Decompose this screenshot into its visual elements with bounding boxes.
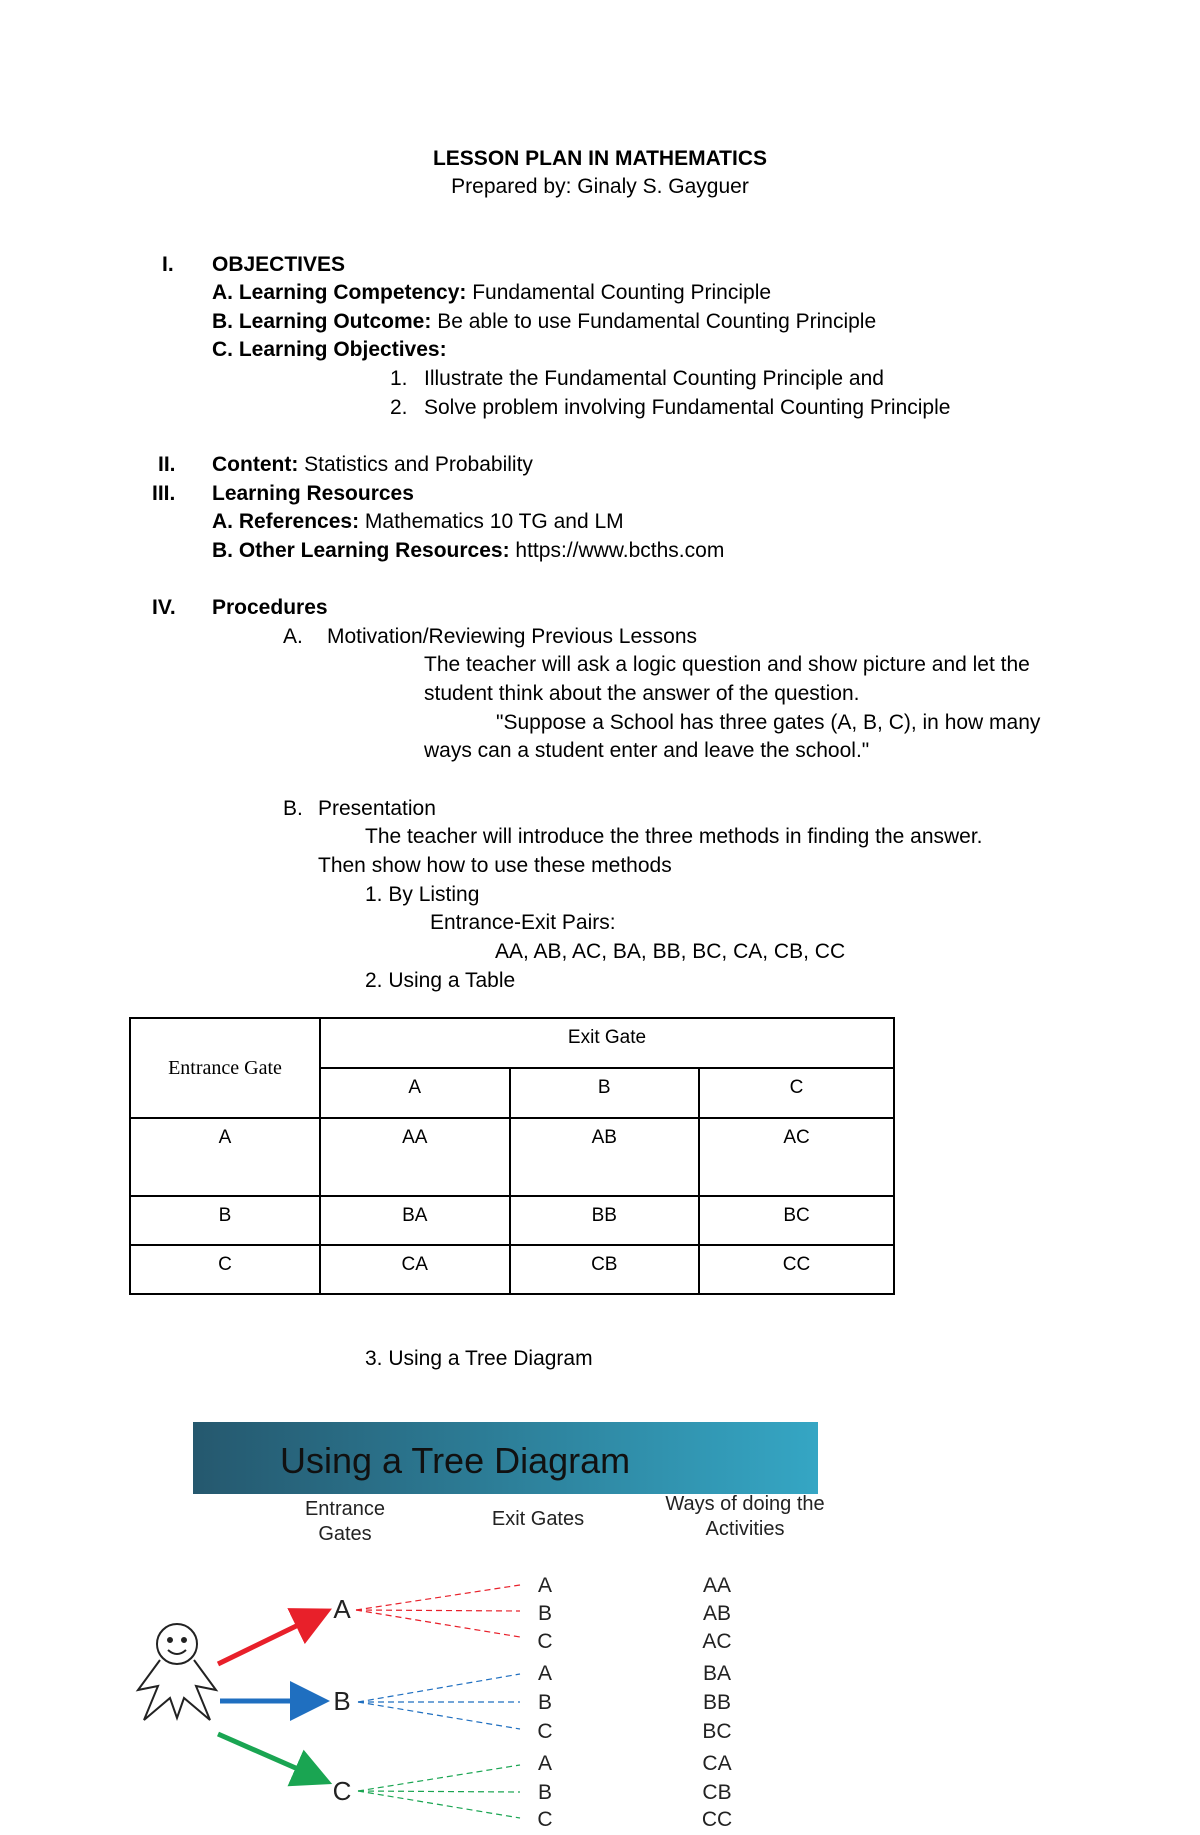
exit-col-header: C <box>699 1068 894 1118</box>
entrance-exit-pairs-label: Entrance-Exit Pairs: <box>430 911 616 934</box>
outcome-pair: CA <box>702 1752 732 1775</box>
other-resources-value: https://www.bcths.com <box>509 539 725 562</box>
outcome-value: Be able to use Fundamental Counting Principle <box>431 310 877 333</box>
branch-line <box>358 1791 520 1792</box>
branch-line <box>358 1765 520 1791</box>
table-row <box>130 1196 894 1245</box>
resources-numeral: III. <box>152 482 176 505</box>
entrance-gate-a: A <box>333 1594 351 1624</box>
exit-gates-label: Exit Gates <box>491 1508 585 1530</box>
entrance-cell: C <box>130 1245 320 1294</box>
pair-cell: AA <box>320 1118 510 1196</box>
objectives-numeral: I. <box>162 253 174 276</box>
prepared-by: Prepared by: Ginaly S. Gayguer <box>451 175 749 198</box>
outcome-pair: BB <box>702 1691 732 1714</box>
table-row <box>130 1245 894 1294</box>
presentation-line-1: The teacher will introduce the three methods in finding the answer. <box>365 825 983 848</box>
branch-line <box>358 1674 520 1702</box>
procedure-a-letter: A. <box>283 625 303 648</box>
entrance-gates-label-2: Gates <box>318 1523 372 1545</box>
student-figure-icon <box>138 1624 216 1720</box>
entrance-exit-pairs: AA, AB, AC, BA, BB, BC, CA, CB, CC <box>495 940 846 963</box>
arrow-to-a <box>218 1613 323 1664</box>
learning-objectives-label: C. Learning Objectives: <box>212 338 447 361</box>
objective-2: Solve problem involving Fundamental Counting Principle <box>424 396 951 419</box>
outcome-pair: CC <box>701 1808 733 1831</box>
procedure-a-title: Motivation/Reviewing Previous Lessons <box>327 625 698 648</box>
content-line <box>212 452 533 478</box>
entrance-gates-label-1: Entrance <box>304 1498 386 1520</box>
pair-cell: AB <box>510 1118 700 1196</box>
entrance-cell: A <box>130 1118 320 1196</box>
exit-col-header: A <box>320 1068 510 1118</box>
learning-outcome <box>212 309 876 335</box>
objective-1: Illustrate the Fundamental Counting Principle and <box>424 367 884 390</box>
outcome-pair: BA <box>702 1662 732 1685</box>
references-value: Mathematics 10 TG and LM <box>359 510 624 533</box>
exit-gate-letter: A <box>537 1574 553 1597</box>
entrance-gate-header: Entrance Gate <box>130 1018 320 1118</box>
objective-1-number: 1. <box>390 367 408 390</box>
exit-gate-letter: B <box>537 1691 553 1714</box>
outcome-label: B. Learning Outcome: <box>212 310 432 333</box>
outcome-pair: AB <box>702 1602 732 1625</box>
gates-table <box>129 1017 895 1295</box>
branch-line <box>358 1702 520 1729</box>
pair-cell: CA <box>320 1245 510 1294</box>
references-line <box>212 509 624 535</box>
method-listing: 1. By Listing <box>365 883 480 906</box>
exit-col-header: B <box>510 1068 700 1118</box>
exit-gate-letter: C <box>537 1720 553 1743</box>
pair-cell: BC <box>699 1196 894 1245</box>
pair-cell: BB <box>510 1196 700 1245</box>
motivation-line-1: The teacher will ask a logic question and show picture and let the <box>424 653 1030 676</box>
objectives-heading: OBJECTIVES <box>212 253 346 276</box>
outcome-pair: CB <box>702 1781 732 1804</box>
other-resources-label: B. Other Learning Resources: <box>212 539 510 562</box>
outcome-pair: AA <box>702 1574 732 1597</box>
procedures-numeral: IV. <box>152 596 176 619</box>
procedure-b-title: Presentation <box>318 797 436 820</box>
pair-cell: AC <box>699 1118 894 1196</box>
pair-cell: CB <box>510 1245 700 1294</box>
exit-gate-header: Exit Gate <box>320 1018 894 1068</box>
procedure-b-letter: B. <box>283 797 303 820</box>
objective-2-number: 2. <box>390 396 408 419</box>
competency-label: A. Learning Competency: <box>212 281 467 304</box>
table-row <box>130 1118 894 1196</box>
method-tree: 3. Using a Tree Diagram <box>365 1347 593 1370</box>
motivation-question-1: "Suppose a School has three gates (A, B, C), in how many <box>496 711 1041 734</box>
motivation-line-2: student think about the answer of the question. <box>424 682 860 705</box>
ways-label-1: Ways of doing the <box>665 1493 825 1515</box>
branch-line <box>358 1791 520 1818</box>
exit-gate-letter: A <box>537 1662 553 1685</box>
motivation-question-2: ways can a student enter and leave the school." <box>424 739 870 762</box>
outcome-pair: BC <box>702 1720 732 1743</box>
banner-title: Using a Tree Diagram <box>280 1440 631 1481</box>
competency-value: Fundamental Counting Principle <box>466 281 772 304</box>
content-label: Content: <box>212 453 299 476</box>
exit-gate-letter: B <box>537 1602 553 1625</box>
pair-cell: CC <box>699 1245 894 1294</box>
content-numeral: II. <box>158 453 176 476</box>
entrance-cell: B <box>130 1196 320 1245</box>
exit-gate-letter: A <box>537 1752 553 1775</box>
branch-line <box>356 1610 520 1611</box>
other-resources-line <box>212 538 724 564</box>
arrow-to-c <box>218 1734 323 1780</box>
procedures-heading: Procedures <box>212 596 328 619</box>
tree-diagram <box>120 1418 880 1831</box>
resources-heading: Learning Resources <box>212 482 414 505</box>
branch-line <box>356 1585 520 1610</box>
references-label: A. References: <box>212 510 360 533</box>
ways-label-2: Activities <box>705 1518 785 1540</box>
learning-competency <box>212 280 771 306</box>
outcome-pair: AC <box>702 1630 732 1653</box>
entrance-gate-c: C <box>332 1776 352 1806</box>
pair-cell: BA <box>320 1196 510 1245</box>
branch-line <box>356 1610 520 1637</box>
document-title: LESSON PLAN IN MATHEMATICS <box>432 147 768 170</box>
exit-gate-letter: C <box>537 1630 553 1653</box>
exit-gate-letter: C <box>537 1808 553 1831</box>
exit-gate-letter: B <box>537 1781 553 1804</box>
presentation-line-2: Then show how to use these methods <box>318 854 672 877</box>
entrance-gate-b: B <box>333 1686 351 1716</box>
method-table: 2. Using a Table <box>365 969 516 992</box>
content-value: Statistics and Probability <box>298 453 533 476</box>
